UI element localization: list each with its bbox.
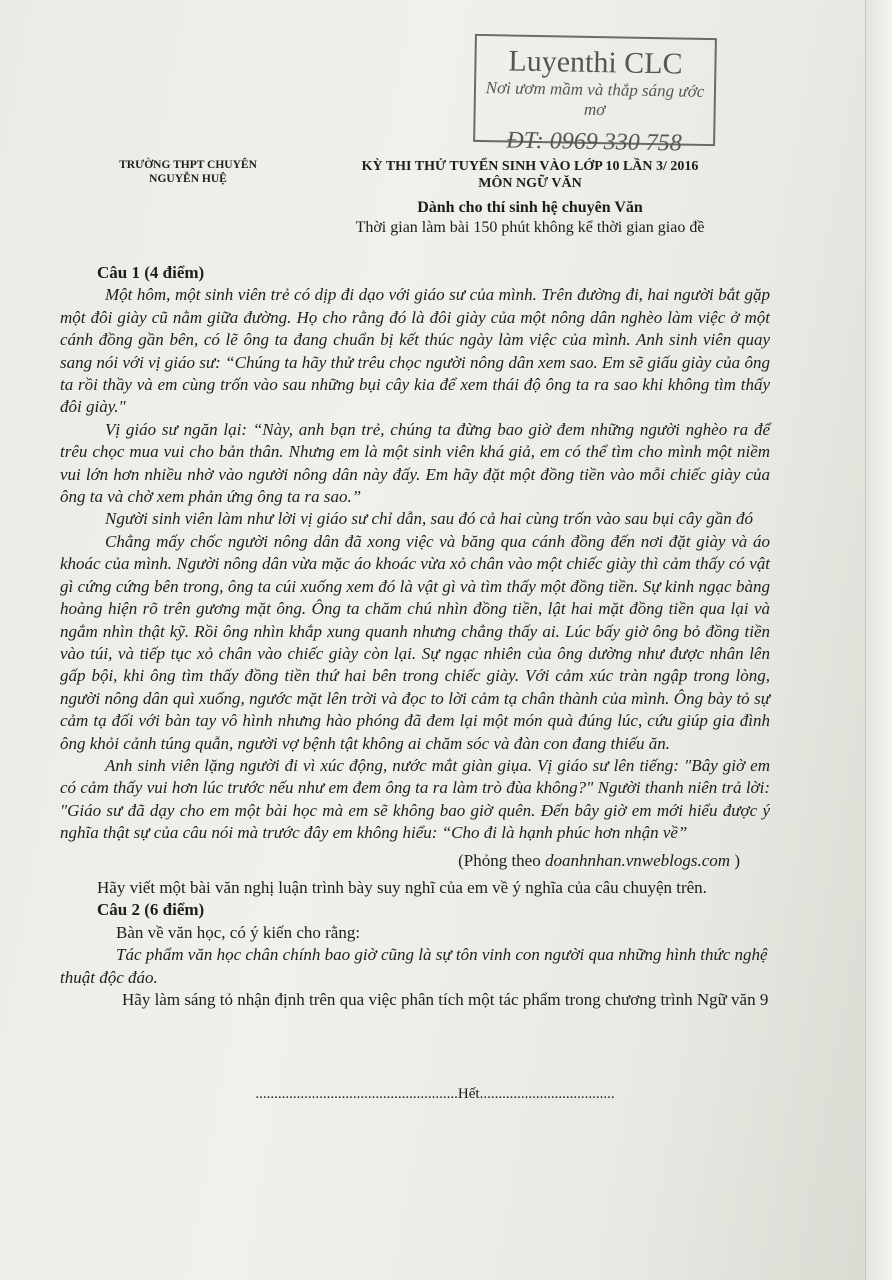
story-paragraph: Người sinh viên làm như lời vị giáo sư chỉ dẫn, sau đó cả hai cùng trốn vào sau bụi cây gần đó (105, 509, 753, 529)
question-1-heading: Câu 1 (4 điểm) (97, 263, 205, 282)
paper-edge (865, 0, 892, 1280)
question-2-intro: Bàn về văn học, có ý kiến cho rằng: (116, 922, 361, 942)
question-1-task: Hãy viết một bài văn nghị luận trình bày suy nghĩ của em về ý nghĩa của câu chuyện trên. (97, 877, 707, 897)
end-marker: ......................................................Hết.................................... (255, 1086, 615, 1102)
school-line-1: TRƯỜNG THPT CHUYÊN (119, 159, 257, 171)
story-paragraph: Vị giáo sư ngăn lại: “Này, anh bạn trẻ, chúng ta đừng bao giờ đem những người nghèo ra để trêu chọc mua vui cho bản thân. Nhưng em là một sinh viên khá giả, em có thể tìm cho mình một niềm vui lớn hơn nhiều nhờ vào người nông dân này đấy. Em hãy đặt một đồng tiền vào mỗi chiếc giày của ông ta và chờ xem phản ứng ông ta ra sao.” (60, 419, 770, 507)
question-2-task: Hãy làm sáng tỏ nhận định trên qua việc phân tích một tác phẩm trong chương trình Ngữ văn 9 (122, 990, 769, 1009)
school-name (108, 158, 268, 186)
source-prefix: (Phỏng theo (458, 850, 545, 870)
source-suffix: ) (730, 850, 740, 870)
exam-audience: Dành cho thí sinh hệ chuyên Văn (417, 199, 643, 216)
exam-title: KỲ THI THỬ TUYỂN SINH VÀO LỚP 10 LẦN 3/ 2016 (361, 159, 699, 174)
story-text (60, 284, 770, 844)
story-paragraph: Một hôm, một sinh viên trẻ có dịp đi dạo với giáo sư của mình. Trên đường đi, hai người bắt gặp một đôi giày cũ nằm giữa đường. Họ cho rằng đó là đôi giày của một nông dân nghèo làm việc ở một cánh đồng gần bên, có lẽ ông ta đang chuẩn bị kết thúc ngày làm việc của mình. Anh sinh viên quay sang nói với vị giáo sư: “Chúng ta hãy thử trêu chọc người nông dân xem sao. Em sẽ giấu giày của ông ta rồi thầy và em cùng trốn vào sau những bụi cây kia để xem thái độ ông ta ra sao khi không tìm thấy đôi giày." (60, 285, 770, 417)
school-line-2: NGUYỄN HUỆ (149, 173, 227, 185)
stamp-slogan: Nơi ươm mầm và thắp sáng ước mơ (485, 78, 705, 120)
stamp-phone: ĐT: 0969 330 758 (506, 127, 682, 157)
center-stamp (473, 34, 717, 157)
story-source (60, 850, 770, 872)
question-2-quote: Tác phẩm văn học chân chính bao giờ cũng là sự tôn vinh con người qua những hình thức nghệ thuật độc đáo. (60, 945, 768, 987)
exam-subject: MÔN NGỮ VĂN (478, 176, 582, 191)
source-site: doanhnhan.vnweblogs.com (544, 850, 731, 870)
story-paragraph: Chẳng mấy chốc người nông dân đã xong việc và băng qua cánh đồng đến nơi đặt giày và áo khoác của mình. Người nông dân vừa mặc áo khoác vừa xỏ chân vào một chiếc giày thì cảm thấy có vật gì cứng cứng bên trong, ông ta cúi xuống xem đó là vật gì và tìm thấy một đồng tiền. Sự kinh ngạc bàng hoàng hiện rõ trên gương mặt ông. Ông ta chăm chú nhìn đồng tiền, lật hai mặt đồng tiền qua lại và ngắm nhìn thật kỹ. Rồi ông nhìn khắp xung quanh nhưng chẳng thấy ai. Lúc bấy giờ ông bỏ đồng tiền vào túi, và tiếp tục xỏ chân vào chiếc giày còn lại. Sự ngạc nhiên của ông dường như được nhân lên gấp bội, khi ông tìm thấy đồng tiền thứ hai bên trong chiếc giày. Với cảm xúc tràn ngập trong lòng, người nông dân quì xuống, ngước mặt lên trời và đọc to lời cảm tạ chân thành của mình. Ông bày tỏ sự cảm tạ đối với bàn tay vô hình nhưng hào phóng đã đem lại một món quà đúng lúc, cứu giúp gia đình ông khỏi cảnh túng quẫn, người vợ bệnh tật không ai chăm sóc và đàn con đang thiếu ăn. (60, 531, 770, 753)
story-paragraph: Anh sinh viên lặng người đi vì xúc động, nước mắt giàn giụa. Vị giáo sư lên tiếng: "Bây giờ em có cảm thấy vui hơn lúc trước nếu như em đem ông ta ra làm trò đùa không?" Người thanh niên trả lời: "Giáo sư đã dạy cho em một bài học mà em sẽ không bao giờ quên. Đến bây giờ em mới hiểu được ý nghĩa thật sự của câu nói mà trước đây em không hiểu: “Cho đi là hạnh phúc hơn nhận về” (60, 755, 770, 843)
exam-duration: Thời gian làm bài 150 phút không kể thời gian giao đề (355, 219, 705, 236)
question-2-heading: Câu 2 (6 điểm) (97, 900, 205, 920)
exam-header (300, 158, 760, 238)
exam-body (60, 262, 770, 1011)
stamp-name: Luyenthi CLC (508, 44, 683, 81)
